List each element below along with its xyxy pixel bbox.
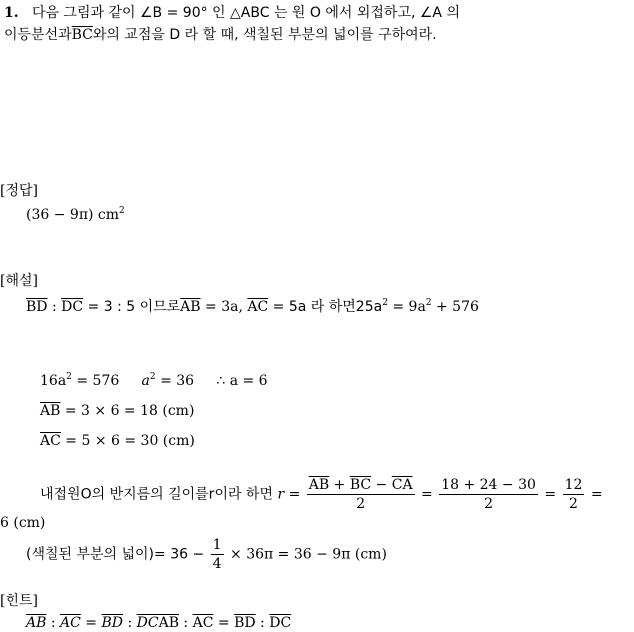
hint-s1: $\overline{AB}$ <box>26 615 47 631</box>
calc-line-1: $16a^2 = 576$ $a^2 = 36$ ∴ a = 6 <box>40 372 268 389</box>
eq3: + 576 <box>431 299 479 315</box>
hint-c7: : <box>255 615 270 631</box>
f3-den: 2 <box>569 496 578 512</box>
radius-fraction-1 <box>307 476 415 513</box>
answer-label: [정답] <box>0 183 38 199</box>
ac-rest: = 5 × 6 = 30 (cm) <box>60 433 195 449</box>
hint-s6: $\overline{AC}$ <box>192 615 214 631</box>
ac-line <box>40 432 195 450</box>
hint-label: [힌트] <box>0 593 38 609</box>
radius-pre: 내접원O의 반지름의 길이를r이라 하면 <box>40 486 273 503</box>
answer-value <box>26 206 125 224</box>
hint-s5: $\overline{AB}$ <box>158 615 179 631</box>
hint-s3: $\overline{BD}$ <box>101 615 124 631</box>
eq2: = 9a <box>387 299 426 315</box>
ab-line <box>40 402 194 420</box>
f1-ca: $\overline{CA}$ <box>391 477 413 493</box>
hint-s7: $\overline{BD}$ <box>234 615 256 631</box>
hint-s2: $\overline{AC}$ <box>60 615 81 631</box>
hint-c1: : <box>46 615 61 631</box>
f3-num: 12 <box>564 477 583 493</box>
calc-a: 16a <box>40 373 67 389</box>
f1-ab: $\overline{AB}$ <box>308 477 330 493</box>
seg-bd: $\overline{BD}$ <box>26 299 48 315</box>
f1-minus: − <box>371 477 392 493</box>
hint-c6: = <box>213 615 235 631</box>
hint-c2: = <box>80 615 102 631</box>
hint-line <box>26 614 291 632</box>
problem-line-2 <box>4 26 437 44</box>
radius-eq2: = <box>544 486 557 503</box>
hint-s8: $\overline{DC}$ <box>269 615 292 631</box>
ratio-rest: = 3 : 5 이므로 <box>83 299 181 315</box>
area-fraction <box>211 536 224 573</box>
hint-c5: : <box>178 615 193 631</box>
calc-e: ∴ a = 6 <box>216 373 268 389</box>
explanation-label: [해설] <box>0 273 38 289</box>
problem-text-2a: 이등분선과 <box>4 27 72 43</box>
answer-text: (36 − 9π) cm <box>26 207 120 223</box>
calc-c: a <box>141 373 150 389</box>
area-num: 1 <box>212 537 222 553</box>
ratio-colon: : <box>47 299 62 315</box>
calc-d: = 36 <box>155 373 195 389</box>
problem-line-1 <box>4 4 460 22</box>
radius-r: r = <box>277 486 301 503</box>
radius-line <box>40 476 603 513</box>
seg-ac: $\overline{AC}$ <box>247 299 269 315</box>
f1-den: 2 <box>356 496 366 512</box>
hint-s4: $\overline{DC}$ <box>136 615 159 631</box>
area-line <box>26 536 387 573</box>
hint-c3: : <box>123 615 137 631</box>
f1-bc: $\overline{BC}$ <box>349 477 372 493</box>
ac-eq: = 5a 라 하면25a <box>268 299 383 315</box>
radius-fraction-2 <box>439 476 538 513</box>
ab-eq: = 3a, <box>200 299 248 315</box>
calc-b: = 576 <box>71 373 120 389</box>
answer-exponent: 2 <box>119 206 125 216</box>
problem-number: 1. <box>4 5 19 21</box>
area-den: 4 <box>212 556 222 572</box>
ab-seg: $\overline{AB}$ <box>40 403 61 419</box>
ac-seg: $\overline{AC}$ <box>40 433 61 449</box>
f1-plus: + <box>329 477 350 493</box>
radius-eq1: = <box>421 486 433 503</box>
f2-den: 2 <box>484 496 494 512</box>
problem-text-1: 다음 그림과 같이 ∠B = 90° 인 △ABC 는 원 O 에서 외접하고, ∠A 의 <box>31 5 460 21</box>
radius-result: 6 (cm) <box>0 515 46 531</box>
problem-text-2b: 와의 교점을 D 라 할 때, 색칠된 부분의 넓이를 구하여라. <box>92 27 437 43</box>
f2-num: 18 + 24 − 30 <box>441 477 536 493</box>
ab-rest: = 3 × 6 = 18 (cm) <box>60 403 195 419</box>
ratio-line: $\overline{BD}$ : $\overline{DC} = 3$ : 5 이므로$\overline{AB} = 3a$, $\overline{AC} = 5a$ 라 하면$25a^2 = 9a^2 + 576$ <box>26 298 479 315</box>
area-post: × 36π = 36 − 9π (cm) <box>230 546 387 563</box>
segment-bc: $\overline{BC}$ <box>71 27 93 43</box>
radius-eq3: = <box>590 486 603 503</box>
area-pre: (색칠된 부분의 넓이)= 36 − <box>26 546 205 563</box>
seg-ab: $\overline{AB}$ <box>180 299 201 315</box>
seg-dc: $\overline{DC}$ <box>61 299 84 315</box>
radius-fraction-3 <box>563 476 585 513</box>
